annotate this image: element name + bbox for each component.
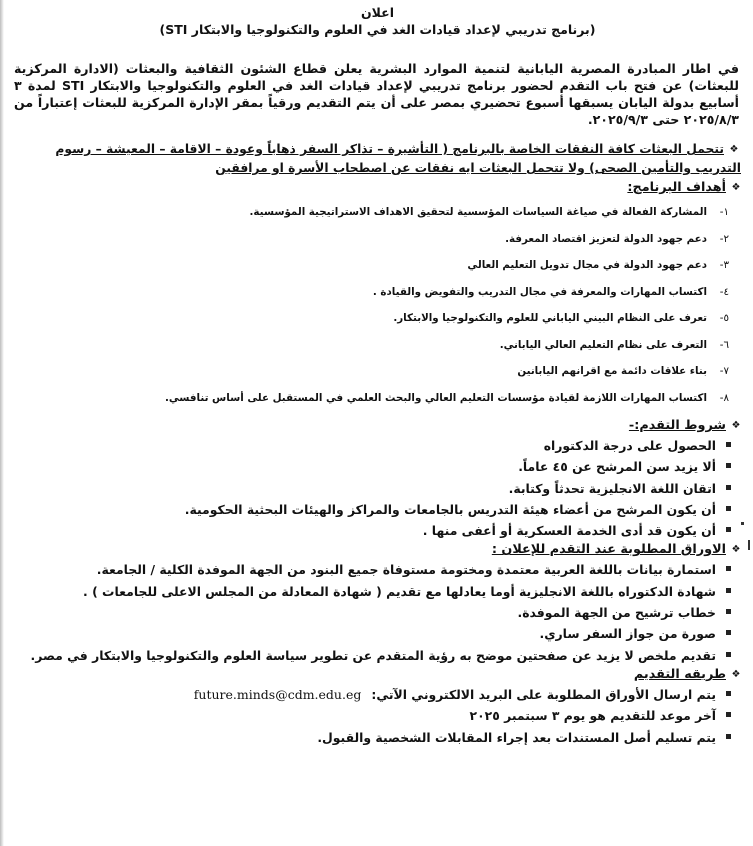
- method-heading-text: طريقه التقديم: [633, 666, 726, 682]
- list-item: [12, 226, 729, 253]
- diamond-bullet-icon: ❖: [731, 544, 741, 556]
- diamond-bullet-icon: ❖: [731, 420, 741, 431]
- document-text: خطاب ترشيح من الجهة الموفدة.: [517, 605, 716, 621]
- documents-list: [12, 559, 743, 665]
- email-instruction: يتم ارسال الأوراق المطلوبة على البريد الالكتروني الآتي:: [371, 686, 716, 702]
- square-bullet-icon: [726, 442, 731, 447]
- documents-heading: [12, 541, 743, 559]
- square-bullet-icon: [726, 691, 731, 696]
- goal-text: المشاركة الفعالة في صياغة السياسات المؤسسية لتحقيق الاهداف الاستراتيجية المؤسسية.: [249, 206, 707, 218]
- expenses-text: تتحمل البعثات كافة النفقات الخاصة بالبرنامج ( التأشيرة – تذاكر السفر ذهاباً وعودة – الاقامة – المعيشة – رسوم التدريب والتأمين الصحى) ولا تتحمل البعثات ايه نفقات عن اصطحاب الأسرة او مرافقين: [55, 142, 741, 175]
- goal-text: بناء علاقات دائمة مع اقرانهم اليابانين: [517, 365, 707, 377]
- list-item: [12, 332, 729, 359]
- list-item: [12, 199, 729, 226]
- document-text: تقديم ملخص لا يزيد عن صفحتين موضح به رؤية المتقدم عن تطوير سياسة العلوم والتكنولوجيا والابتكار في مصر.: [30, 647, 716, 663]
- list-item: [12, 279, 729, 306]
- square-bullet-icon: [726, 630, 731, 635]
- square-bullet-icon: [726, 609, 731, 614]
- goal-number: ٧-: [719, 365, 729, 377]
- document-text: استمارة بيانات باللغة العربية معتمدة ومختومة مستوفاة جميع البنود من الجهة الموفدة الكلية / الجامعة.: [96, 562, 716, 578]
- documents-heading-text: الاوراق المطلوبة عند التقدم للإعلان :: [491, 542, 726, 558]
- announcement-title: اعلان: [361, 5, 394, 20]
- conditions-list: [12, 435, 743, 541]
- intro-paragraph: في اطار المبادرة المصرية اليابانية لتنمية الموارد البشرية يعلن قطاع الشئون الثقافية والبعثات (الادارة المركزية للبعثات) عن فتح باب التقدم لحضور برنامج تدريبي لإعداد قيادات الغد في العلوم والتكنولوجيا والابتكار STI لمدة ٣ أسابيع بدولة اليابان يسبقها أسبوع تحضيري بمصر على أن يتم التقديم ورقياً بمقر الإدارة المركزية للبعثات إعتباراً من ٢٠٢٥/٨/٣ حتى ٢٠٢٥/٩/٣.: [14, 61, 739, 127]
- condition-text: الحصول على درجة الدكتوراه: [543, 438, 716, 453]
- condition-text: ألا يزيد سن المرشح عن ٤٥ عاماً.: [518, 459, 716, 475]
- goals-list: [12, 199, 743, 411]
- documents-section: [12, 541, 743, 665]
- document-text: صورة من جواز السفر ساري.: [539, 626, 716, 642]
- square-bullet-icon: [726, 734, 731, 739]
- conditions-section: [12, 417, 743, 541]
- list-item: [12, 705, 731, 726]
- goal-text: التعرف على نظام التعليم العالي الياباني.: [499, 338, 707, 351]
- list-item: [12, 478, 731, 499]
- square-bullet-icon: [726, 712, 731, 717]
- goal-number: ٤-: [719, 285, 729, 298]
- goals-heading: [12, 179, 743, 197]
- goal-number: ٣-: [719, 259, 729, 271]
- list-item: [12, 499, 731, 520]
- list-item: [12, 684, 731, 705]
- goal-text: اكتساب المهارات اللازمة لقيادة مؤسسات التعليم العالي والبحث العلمي في المستقبل على أساس تنافسي.: [164, 391, 707, 404]
- method-list: [12, 684, 743, 748]
- method-heading: [12, 666, 743, 684]
- diamond-bullet-icon: ❖: [731, 668, 741, 680]
- square-bullet-icon: [726, 588, 731, 593]
- list-item: [12, 456, 731, 477]
- square-bullet-icon: [726, 463, 731, 468]
- deadline-text: آخر موعد للتقديم هو يوم ٣ سبتمبر ٢٠٢٥: [469, 708, 716, 724]
- document-text: شهادة الدكتوراه باللغة الانجليزية أوما يعادلها مع تقديم ( شهادة المعادلة من المجلس الاعلى للجامعات ) .: [83, 583, 716, 599]
- goal-number: ١-: [719, 206, 729, 218]
- square-bullet-icon: [726, 527, 731, 532]
- scan-shadow-edge: [0, 0, 4, 846]
- goals-heading-text: أهداف البرنامج:: [627, 180, 726, 195]
- expenses-note: [12, 140, 743, 177]
- list-item: [12, 385, 729, 412]
- list-item: [12, 727, 731, 748]
- list-item: [12, 252, 729, 279]
- goal-text: دعم جهود الدولة في مجال تدويل التعليم العالي: [467, 259, 707, 271]
- diamond-bullet-icon: ❖: [731, 182, 741, 193]
- list-item: [12, 645, 731, 666]
- condition-text: اتقان اللغة الانجليزية تحدثاً وكتابة.: [508, 480, 716, 496]
- goals-section: [12, 179, 743, 411]
- list-item: [12, 623, 731, 644]
- scan-speck: [741, 522, 744, 525]
- list-item: [12, 602, 731, 623]
- conditions-heading: [12, 417, 743, 435]
- condition-text: أن يكون المرشح من أعضاء هيئة التدريس بالجامعات والمراكز والهيئات البحثية الحكومية.: [184, 501, 716, 517]
- goal-number: ٦-: [719, 338, 729, 351]
- goal-text: دعم جهود الدولة لتعزيز اقتصاد المعرفة.: [505, 232, 707, 245]
- square-bullet-icon: [726, 506, 731, 511]
- list-item: [12, 305, 729, 332]
- square-bullet-icon: [726, 485, 731, 490]
- goal-number: ٨-: [719, 391, 729, 404]
- condition-text: أن يكون قد أدى الخدمة العسكرية أو أعفى منها .: [422, 523, 716, 539]
- list-item: [12, 358, 729, 385]
- conditions-heading-text: شروط التقدم:-: [628, 418, 726, 433]
- announcement-subtitle: (برنامج تدريبي لإعداد قيادات الغد في العلوم والتكنولوجيا والابتكار STI): [159, 22, 596, 37]
- scan-speck: [748, 540, 750, 550]
- list-item: [12, 435, 731, 456]
- email-address: future.minds@cdm.edu.eg: [193, 686, 362, 702]
- goal-number: ٢-: [719, 232, 729, 245]
- diamond-bullet-icon: ❖: [729, 144, 739, 155]
- goal-text: اكتساب المهارات والمعرفة في مجال التدريب والتفويض والقيادة .: [372, 285, 707, 298]
- list-item: [12, 520, 731, 541]
- square-bullet-icon: [726, 652, 731, 657]
- goal-number: ٥-: [719, 312, 729, 324]
- list-item: [12, 559, 731, 580]
- originals-text: يتم تسليم أصل المستندات بعد إجراء المقابلات الشخصية والقبول.: [317, 729, 716, 745]
- goal-text: تعرف على النظام البيني الياباني للعلوم والتكنولوجيا والابتكار.: [393, 312, 707, 324]
- method-section: [12, 666, 743, 748]
- square-bullet-icon: [726, 566, 731, 571]
- list-item: [12, 581, 731, 602]
